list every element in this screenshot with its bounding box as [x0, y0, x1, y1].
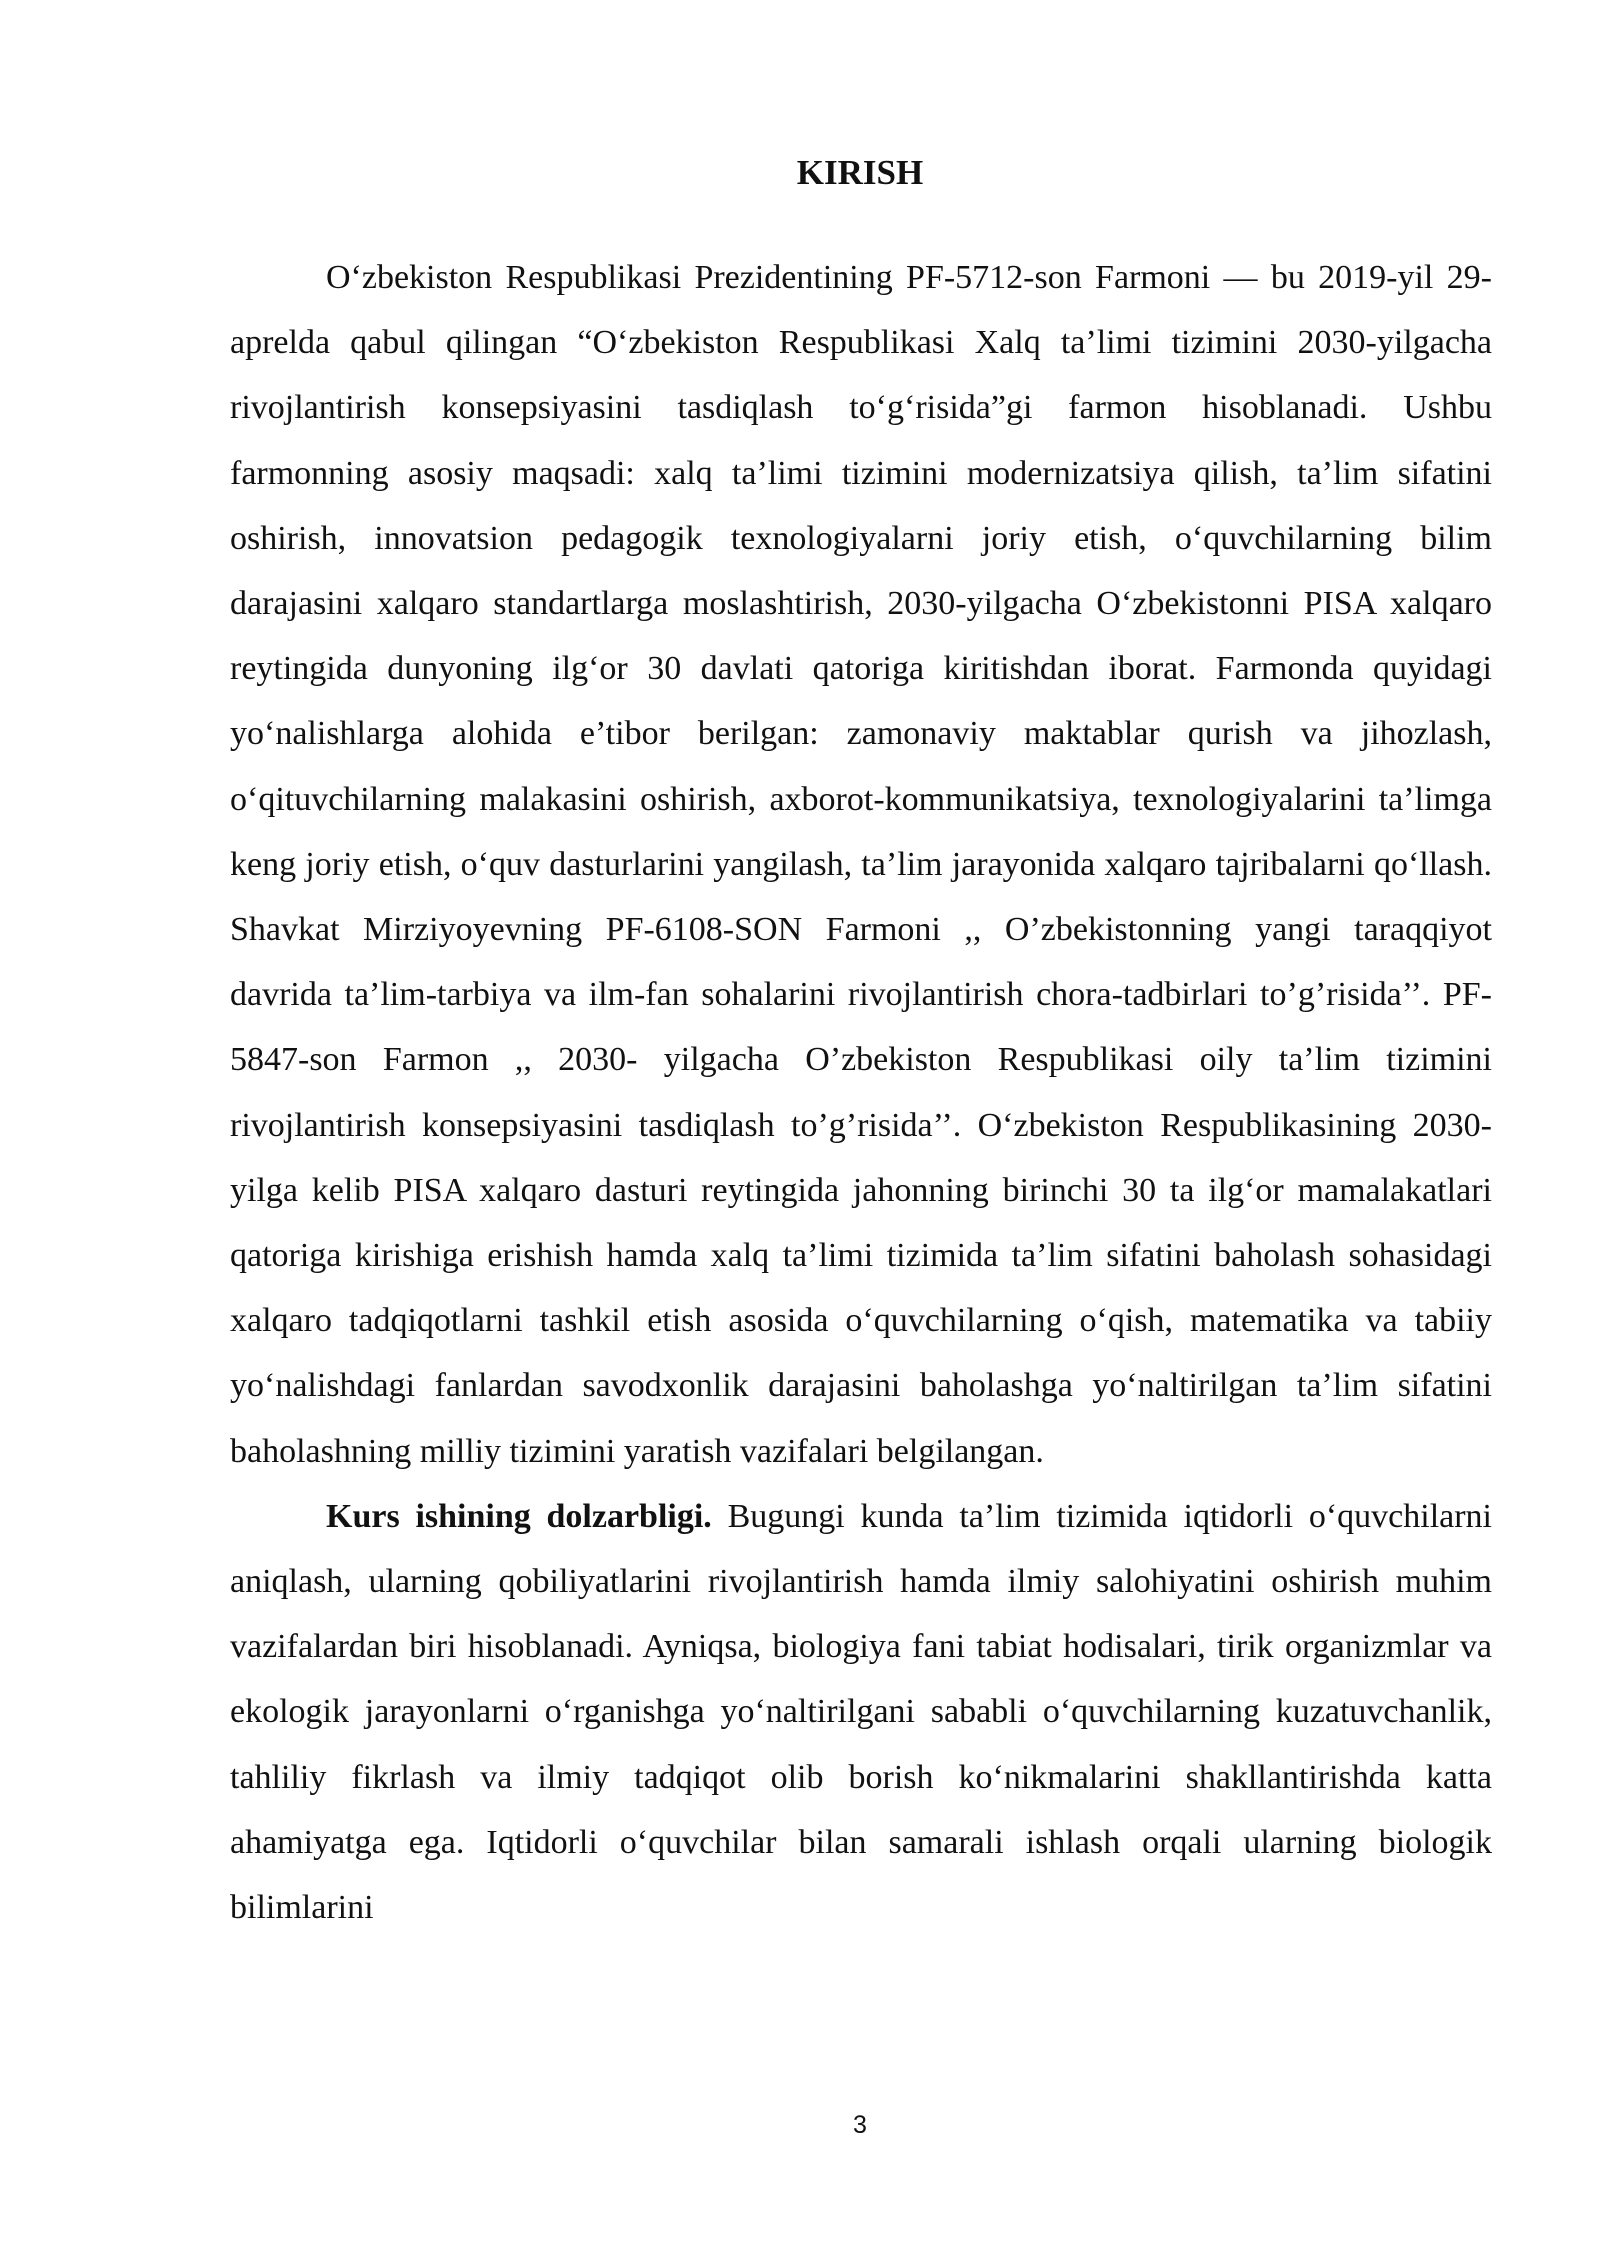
paragraph-text: Bugungi kunda ta’lim tizimida iqtidorli o‘quvchilarni aniqlash, ularning qobiliyatlarini rivojlantirish hamda ilmiy salohiyatini oshirish muhim vazifalardan biri hisoblanadi. Ayniqsa, biologiya fani tabiat hodisalari, tirik organizmlar va ekologik jarayonlarni o‘rganishga yo‘naltirilgani sababli o‘quvchilarning kuzatuvchanlik, tahliliy fikrlash va ilmiy tadqiqot olib borish ko‘nikmalarini shakllantirishda katta ahamiyatga ega. Iqtidorli o‘quvchilar bilan samarali ishlash orqali ularning biologik bilimlarini	[230, 1497, 1492, 1927]
section-heading: KIRISH	[796, 153, 924, 192]
paragraph-text: O‘zbekiston Respublikasi Prezidentining PF-5712-son Farmoni — bu 2019-yil 29-aprelda qabul qilingan “O‘zbekiston Respublikasi Xalq ta’limi tizimini 2030-yilgacha rivojlantirish konsepsiyasini tasdiqlash to‘g‘risida”gi farmon hisoblanadi. Ushbu farmonning asosiy maqsadi: xalq ta’limi tizimini modernizatsiya qilish, ta’lim sifatini oshirish, innovatsion pedagogik texnologiyalarni joriy etish, o‘quvchilarning bilim darajasini xalqaro standartlarga moslashtirish, 2030-yilgacha O‘zbekistonni PISA xalqaro reytingida dunyoning ilg‘or 30 davlati qatoriga kiritishdan iborat. Farmonda quyidagi yo‘nalishlarga alohida e’tibor berilgan: zamonaviy maktablar qurish va jihozlash, o‘qituvchilarning malakasini oshirish, axborot-kommunikatsiya, texnologiyalarini ta’limga keng joriy etish, o‘quv dasturlarini yangilash, ta’lim jarayonida xalqaro tajribalarni qo‘llash. Shavkat Mirziyoyevning PF-6108-SON Farmoni ,, O’zbekistonning yangi taraqqiyot davrida ta’lim-tarbiya va ilm-fan sohalarini rivojlantirish chora-tadbirlari to’g’risida’’. PF-5847-son Farmon ,, 2030- yilgacha O’zbekiston Respublikasi oily ta’lim tizimini rivojlantirish konsepsiyasini tasdiqlash to’g’risida’’. O‘zbekiston Respublikasining 2030- yilga kelib PISA xalqaro dasturi reytingida jahonning birinchi 30 ta ilg‘or mamalakatlari qatoriga kirishiga erishish hamda xalq ta’limi tizimida ta’lim sifatini baholash sohasidagi xalqaro tadqiqotlarni tashkil etish asosida o‘quvchilarning o‘qish, matematika va tabiiy yo‘nalishdagi fanlardan savodxonlik darajasini baholashga yo‘naltirilgan ta’lim sifatini baholashning milliy tizimini yaratish vazifalari belgilangan.	[230, 259, 1492, 1470]
paragraph-lead: Kurs ishining dolzarbligi.	[326, 1497, 712, 1535]
paragraph-decree	[230, 245, 1492, 1484]
page-number: 3	[853, 2111, 867, 2139]
body-text	[230, 245, 1492, 1940]
paragraph-relevance	[230, 1484, 1492, 1940]
